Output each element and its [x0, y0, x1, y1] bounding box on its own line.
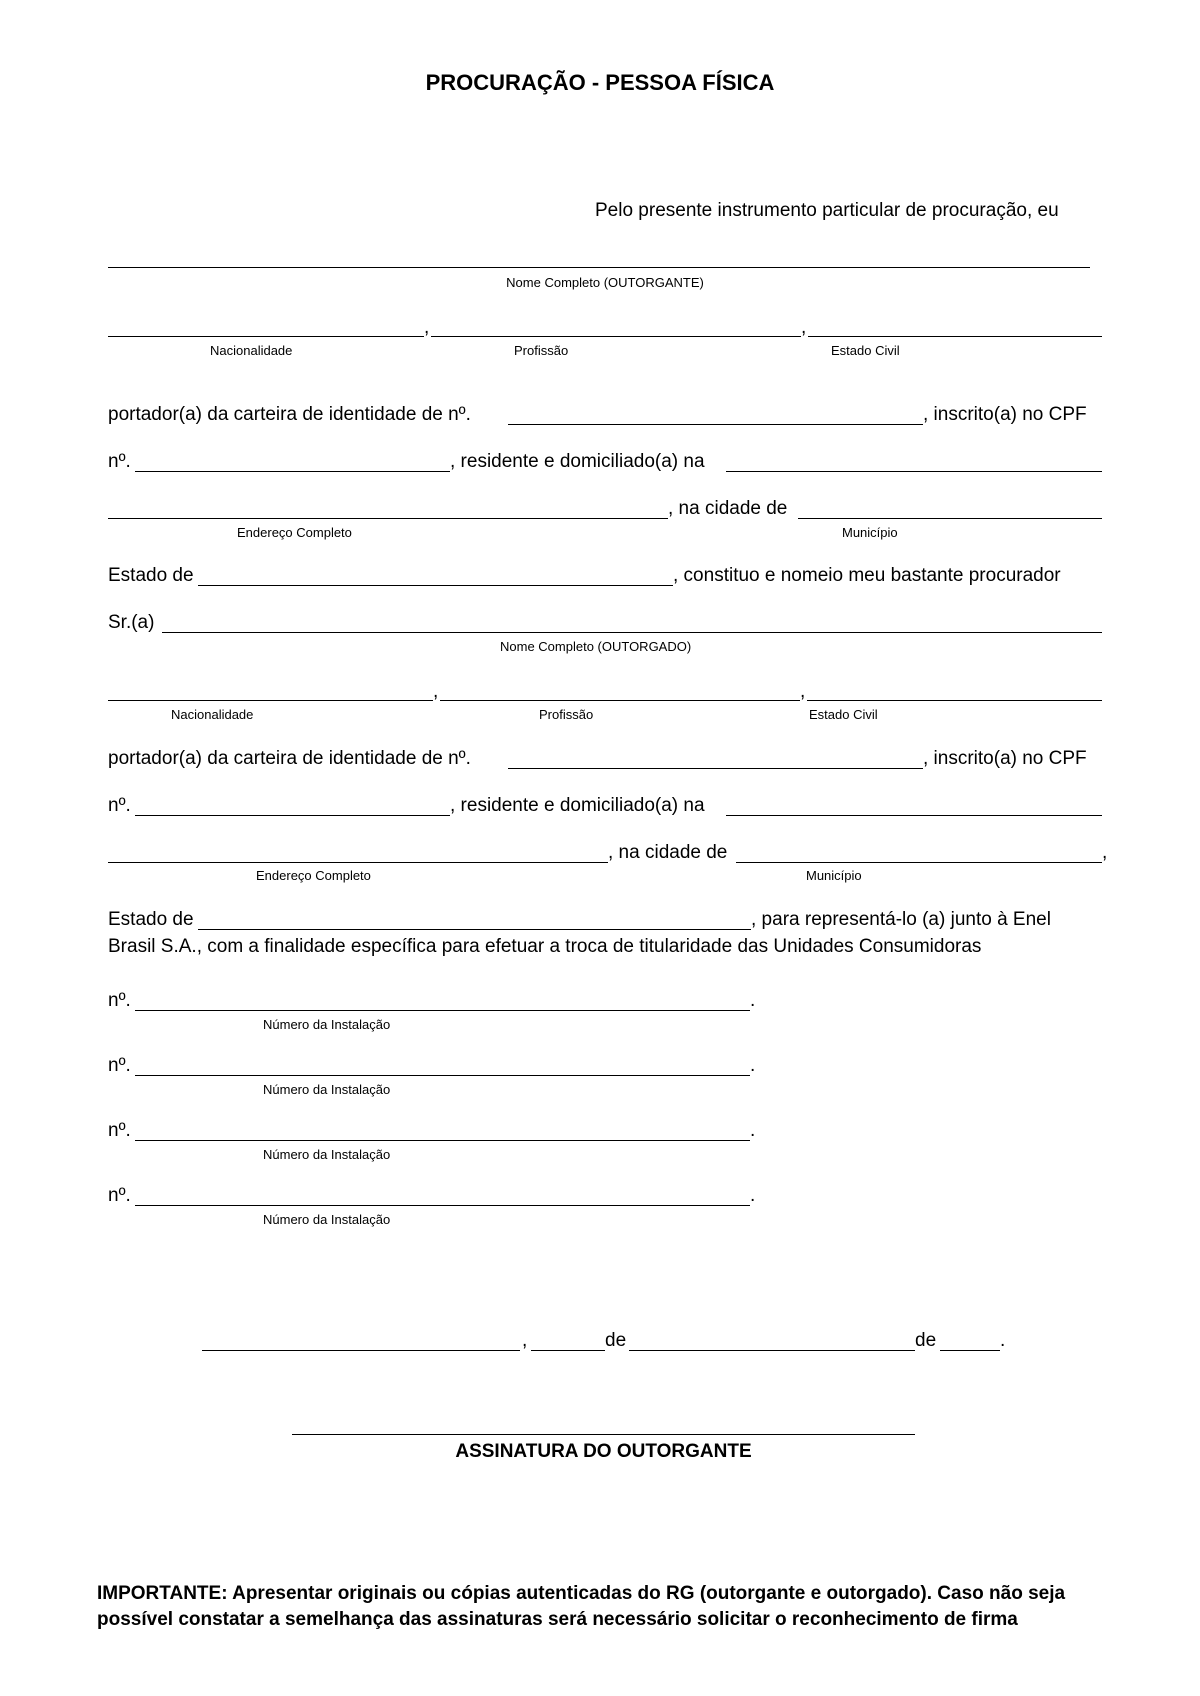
endereco-caption: Endereço Completo — [256, 868, 371, 883]
instalacao-caption: Número da Instalação — [263, 1017, 391, 1032]
comma: , — [424, 317, 430, 338]
numero-prefix: nº. — [108, 1055, 131, 1076]
instalacao-line-3[interactable] — [135, 1140, 750, 1141]
outorgado-endereco-line-1[interactable] — [726, 815, 1102, 816]
instalacao-caption: Número da Instalação — [263, 1082, 391, 1097]
comma: , — [522, 1330, 528, 1351]
profissao-caption: Profissão — [539, 707, 594, 722]
estado-civil-caption: Estado Civil — [831, 343, 900, 358]
instalacao-line-1[interactable] — [135, 1010, 750, 1011]
numero-prefix: nº. — [108, 990, 131, 1011]
outorgante-municipio-line[interactable] — [798, 518, 1102, 519]
numero-prefix: nº. — [108, 1185, 131, 1206]
profissao-caption: Profissão — [514, 343, 569, 358]
outorgado-estado-line[interactable] — [198, 929, 751, 930]
outorgado-estado-civil-line[interactable] — [807, 700, 1102, 701]
finalidade-text: Brasil S.A., com a finalidade específica para efetuar a troca de titularidade das Unidades Consumidoras — [108, 936, 982, 957]
nacionalidade-caption: Nacionalidade — [210, 343, 293, 358]
portador-text: portador(a) da carteira de identidade de nº. — [108, 748, 471, 769]
portador-text: portador(a) da carteira de identidade de nº. — [108, 404, 471, 425]
outorgante-rg-line[interactable] — [508, 424, 923, 425]
signature-line[interactable] — [292, 1434, 915, 1435]
important-note-line-2: possível constatar a semelhança das assinaturas será necessário solicitar o reconhecimento de firma — [97, 1609, 1018, 1630]
period: . — [1000, 1330, 1006, 1351]
estado-civil-caption: Estado Civil — [809, 707, 878, 722]
inscrito-cpf-text: , inscrito(a) no CPF — [923, 748, 1087, 769]
intro-text: Pelo presente instrumento particular de procuração, eu — [595, 200, 1059, 221]
important-note-line-1: IMPORTANTE: Apresentar originais ou cópias autenticadas do RG (outorgante e outorgado). Caso não seja — [97, 1583, 1066, 1604]
municipio-caption: Município — [806, 868, 862, 883]
outorgante-estado-civil-line[interactable] — [808, 336, 1102, 337]
outorgado-rg-line[interactable] — [508, 768, 923, 769]
ano-line[interactable] — [940, 1350, 1000, 1351]
period: . — [750, 1185, 756, 1206]
de-text: de — [915, 1330, 937, 1351]
outorgante-profissao-line[interactable] — [431, 336, 801, 337]
outorgante-name-line[interactable] — [108, 267, 1090, 268]
outorgado-cpf-line[interactable] — [135, 815, 450, 816]
numero-prefix: nº. — [108, 451, 131, 472]
endereco-caption: Endereço Completo — [237, 525, 352, 540]
comma: , — [433, 681, 439, 702]
period: . — [750, 1055, 756, 1076]
numero-prefix: nº. — [108, 1120, 131, 1141]
municipio-caption: Município — [842, 525, 898, 540]
instalacao-line-2[interactable] — [135, 1075, 750, 1076]
de-text: de — [605, 1330, 627, 1351]
residente-text: , residente e domiciliado(a) na — [450, 795, 705, 816]
inscrito-cpf-text: , inscrito(a) no CPF — [923, 404, 1087, 425]
outorgante-name-caption: Nome Completo (OUTORGANTE) — [506, 275, 704, 290]
numero-prefix: nº. — [108, 795, 131, 816]
estado-de-text: Estado de — [108, 909, 194, 930]
outorgante-nacionalidade-line[interactable] — [108, 336, 424, 337]
comma: , — [800, 681, 806, 702]
outorgado-name-line[interactable] — [162, 632, 1102, 633]
nacionalidade-caption: Nacionalidade — [171, 707, 254, 722]
comma: , — [801, 317, 807, 338]
dia-line[interactable] — [531, 1350, 605, 1351]
outorgante-cpf-line[interactable] — [135, 471, 450, 472]
outorgante-endereco-line-1[interactable] — [726, 471, 1102, 472]
instalacao-line-4[interactable] — [135, 1205, 750, 1206]
outorgado-nacionalidade-line[interactable] — [108, 700, 433, 701]
na-cidade-text: , na cidade de — [608, 842, 728, 863]
residente-text: , residente e domiciliado(a) na — [450, 451, 705, 472]
para-representar-text: , para representá-lo (a) junto à Enel — [751, 909, 1051, 930]
sr-text: Sr.(a) — [108, 612, 155, 633]
na-cidade-text: , na cidade de — [668, 498, 788, 519]
constituo-text: , constituo e nomeio meu bastante procurador — [673, 565, 1061, 586]
document-title: PROCURAÇÃO - PESSOA FÍSICA — [425, 70, 775, 95]
signature-label: ASSINATURA DO OUTORGANTE — [455, 1441, 752, 1462]
period: . — [750, 990, 756, 1011]
outorgante-estado-line[interactable] — [198, 585, 673, 586]
instalacao-caption: Número da Instalação — [263, 1212, 391, 1227]
period: . — [750, 1120, 756, 1141]
comma: , — [1102, 842, 1108, 863]
local-line[interactable] — [202, 1350, 520, 1351]
outorgado-name-caption: Nome Completo (OUTORGADO) — [500, 639, 692, 654]
outorgante-endereco-line-2[interactable] — [108, 518, 668, 519]
outorgado-municipio-line[interactable] — [736, 862, 1102, 863]
outorgado-profissao-line[interactable] — [440, 700, 800, 701]
estado-de-text: Estado de — [108, 565, 194, 586]
mes-line[interactable] — [629, 1350, 915, 1351]
outorgado-endereco-line-2[interactable] — [108, 862, 608, 863]
instalacao-caption: Número da Instalação — [263, 1147, 391, 1162]
